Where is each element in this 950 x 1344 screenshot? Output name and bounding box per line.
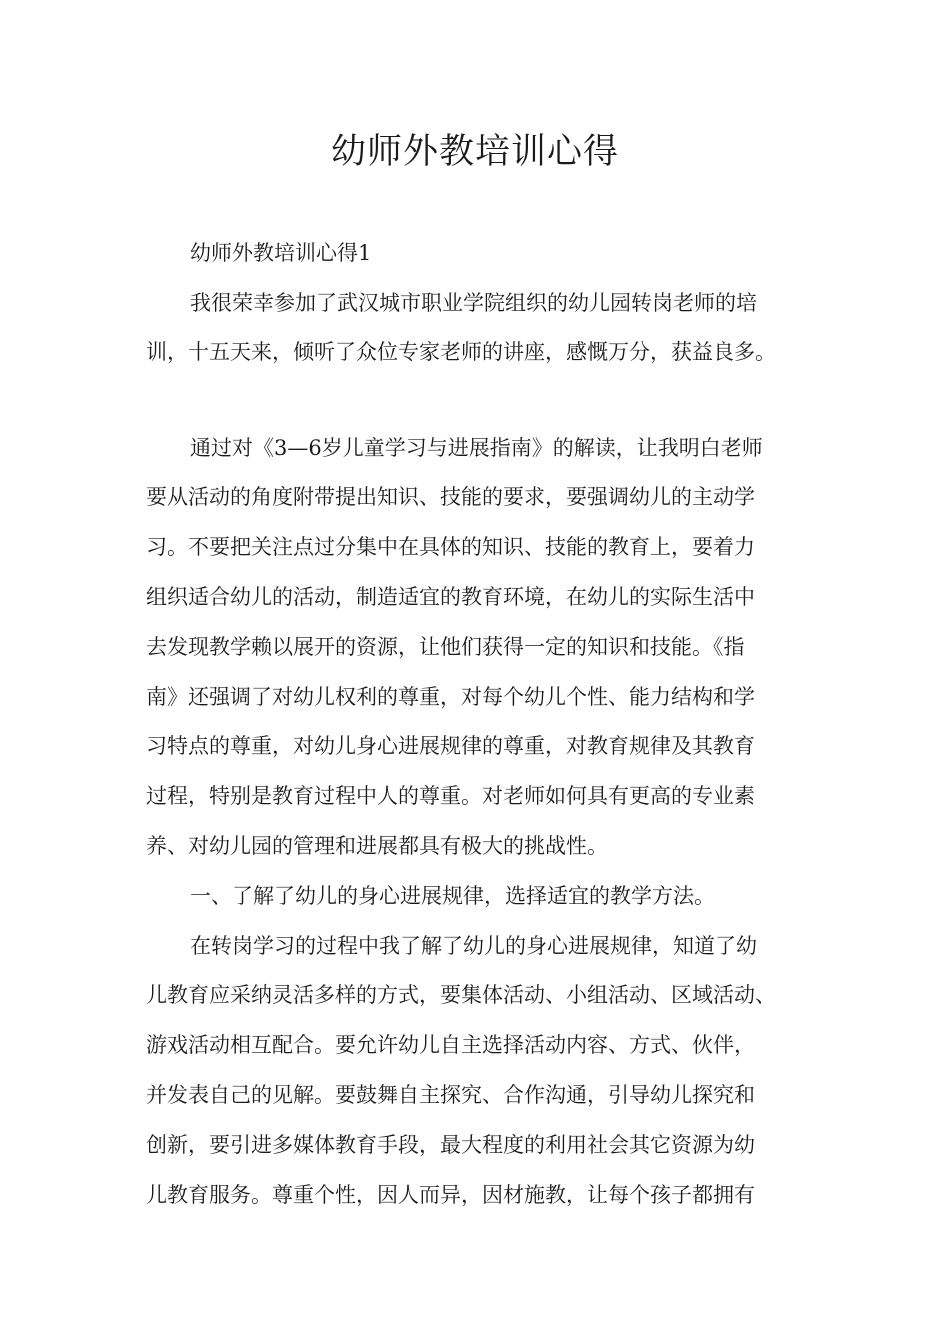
paragraph-3-line: 儿教育服务。尊重个性，因人而异，因材施教，让每个孩子都拥有 [146,1183,755,1207]
paragraph-1-line: 我很荣幸参加了武汉城市职业学院组织的幼儿园转岗老师的培 [190,291,757,315]
paragraph-2-line: 习特点的尊重，对幼儿身心进展规律的尊重，对教育规律及其教育 [146,734,755,758]
paragraph-3-line: 在转岗学习的过程中我了解了幼儿的身心进展规律，知道了幼 [190,934,757,958]
paragraph-1-line: 训，十五天来，倾听了众位专家老师的讲座，感慨万分，获益良多。 [146,340,776,364]
section-heading: 一、了解了幼儿的身心进展规律，选择适宜的教学方法。 [190,884,715,908]
paragraph-2-line: 南》还强调了对幼儿权利的尊重，对每个幼儿个性、能力结构和学 [146,685,755,709]
paragraph-2-line: 过程，特别是教育过程中人的尊重。对老师如何具有更高的专业素 [146,784,755,808]
paragraph-3-line: 游戏活动相互配合。要允许幼儿自主选择活动内容、方式、伙伴， [146,1033,755,1057]
paragraph-2-line: 组织适合幼儿的活动，制造适宜的教育环境，在幼儿的实际生活中 [146,585,755,609]
paragraph-2-line: 习。不要把关注点过分集中在具体的知识、技能的教育上，要着力 [146,535,755,559]
paragraph-2-line: 要从活动的角度附带提出知识、技能的要求，要强调幼儿的主动学 [146,485,755,509]
paragraph-3-line: 儿教育应采纳灵活多样的方式，要集体活动、小组活动、区域活动、 [146,983,776,1007]
paragraph-2-line: 通过对《3—6岁儿童学习与进展指南》的解读，让我明白老师 [190,436,763,460]
paragraph-2-line: 养、对幼儿园的管理和进展都具有极大的挑战性。 [146,834,608,858]
paragraph-3-line: 创新，要引进多媒体教育手段，最大程度的利用社会其它资源为幼 [146,1133,755,1157]
paragraph-3-line: 并发表自己的见解。要鼓舞自主探究、合作沟通，引导幼儿探究和 [146,1083,755,1107]
section-subtitle: 幼师外教培训心得1 [190,241,372,265]
paragraph-2-line: 去发现教学赖以展开的资源，让他们获得一定的知识和技能。《指 [146,635,745,659]
document-title: 幼师外教培训心得 [330,132,619,172]
